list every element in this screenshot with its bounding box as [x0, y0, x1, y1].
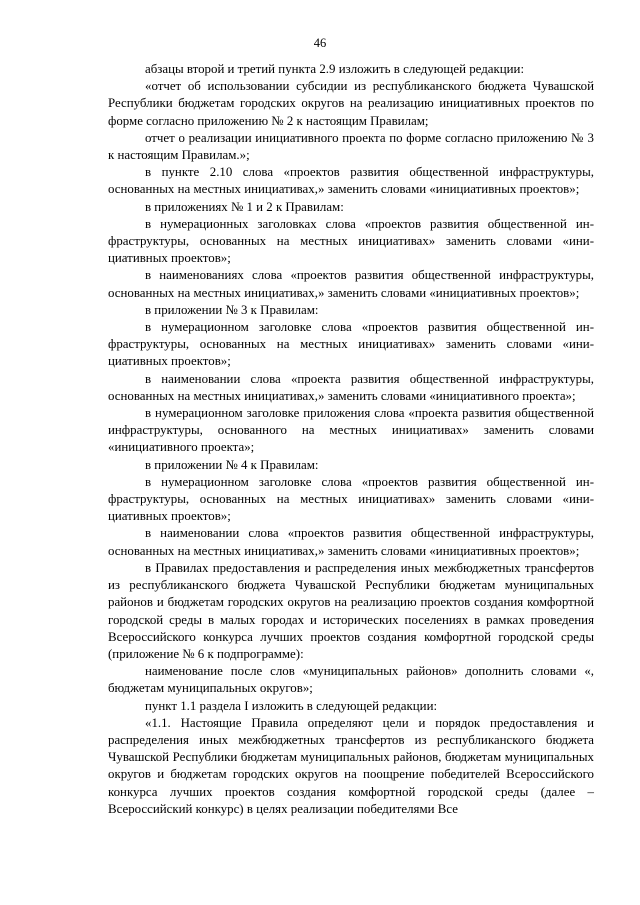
paragraph: в наименовании слова «проектов развития общественной инфраструктуры, основанных на местных инициативах,» заменить словами «инициативных проектов»; [108, 526, 594, 558]
paragraph: в наименованиях слова «проектов развития общественной инфраструктуры, основанных на местных инициативах,» заменить словами «инициативных проектов»; [108, 268, 594, 300]
paragraph: абзацы второй и третий пункта 2.9 изложить в следующей редакции: [145, 62, 525, 76]
paragraph: в нумерационных заголовках слова «проектов развития общественной инфраструктуры, основанных на местных инициативах» заменить словами «инициативных проектов»; [108, 216, 594, 266]
paragraph: в нумерационном заголовке слова «проектов развития общественной инфраструктуры, основанных на местных инициативах» заменить словами «инициативных проектов»; [108, 320, 594, 369]
paragraph: в приложениях № 1 и 2 к Правилам: [145, 199, 344, 214]
paragraph: в приложении № 4 к Правилам: [145, 457, 319, 472]
paragraph: отчет о реализации инициативного проекта по форме согласно приложению № 3 к настоящим Правилам.»; [108, 130, 594, 163]
paragraph: наименование после слов «муниципальных районов» дополнить словами «, бюджетам муниципальных округов»; [108, 664, 594, 696]
page-number: 46 [313, 36, 327, 50]
document-body [108, 61, 594, 818]
paragraph: пункт 1.1 раздела I изложить в следующей редакции: [145, 698, 438, 713]
paragraph: в нумерационном заголовке приложения слова «проекта развития общественной инфраструктуры, основанного на местных инициативах» заменить словами «инициативного проекта»; [108, 406, 594, 455]
paragraph: в Правилах предоставления и распределения иных межбюджетных трансфертов из республиканского бюджета Чувашской Республики бюджетам муниципальных районов и бюджетам городских округов на реализацию проектов создания комфортной городской среды в малых городах и исторических поселениях в рамках проведения Всероссийского конкурса лучших проектов создания комфортной городской среды (приложение № 6 к подпрограмме): [108, 560, 594, 661]
paragraph: «отчет об использовании субсидии из республиканского бюджета Чувашской Республики бюджетам городских округов на реализацию инициативных проектов по форме согласно приложению № 2 к настоящим Правилам; [108, 79, 594, 128]
paragraph: в пункте 2.10 слова «проектов развития общественной инфраструктуры, основанных на местных инициативах,» заменить словами «инициативных проектов»; [108, 165, 594, 197]
paragraph: «1.1. Настоящие Правила определяют цели и порядок предоставления и распределения иных межбюджетных трансфертов из республиканского бюджета Чувашской Республики бюджетам муниципальных районов, бюджетам муниципальных округов и бюджетам городских округов на поощрение победителей Всероссийского конкурса лучших проектов создания комфортной городской среды (далее – Всероссийский конкурс) в целях реализации победителями Все [108, 715, 594, 816]
paragraph: в нумерационном заголовке слова «проектов развития общественной инфраструктуры, основанных на местных инициативах» заменить словами «инициативных проектов»; [108, 474, 594, 524]
paragraph: в приложении № 3 к Правилам: [145, 302, 319, 317]
paragraph: в наименовании слова «проекта развития общественной инфраструктуры, основанных на местных инициативах,» заменить словами «инициативного проекта»; [108, 371, 594, 403]
